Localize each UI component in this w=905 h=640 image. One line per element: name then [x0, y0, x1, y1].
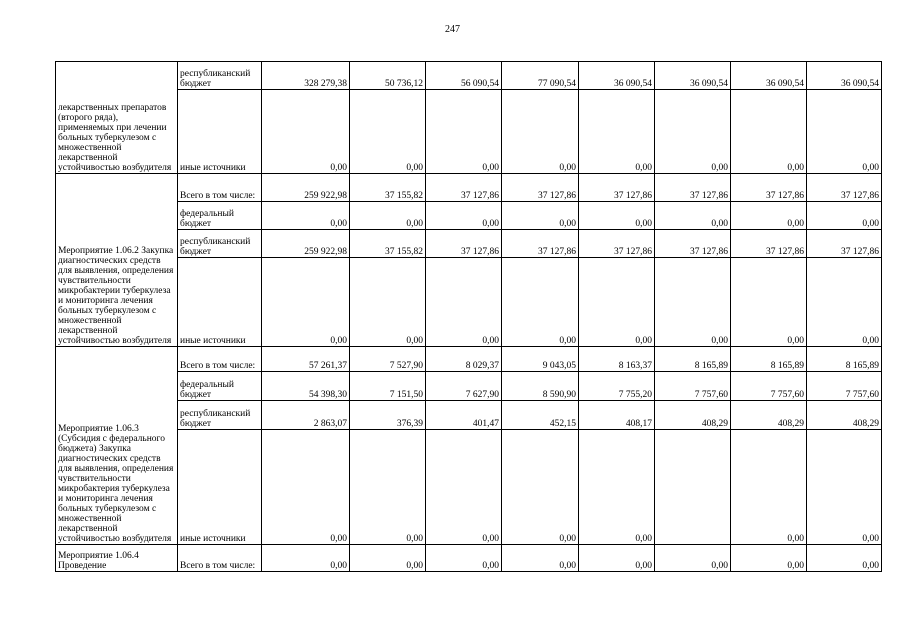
amount-cell: 0,00: [350, 258, 426, 347]
amount-cell: 37 127,86: [579, 230, 655, 258]
amount-cell: 328 279,38: [262, 62, 350, 90]
amount-cell: 7 527,90: [350, 347, 426, 372]
amount-cell: 37 127,86: [426, 174, 502, 202]
amount-cell: 0,00: [655, 90, 731, 174]
table-row: [56, 372, 882, 401]
amount-cell: 0,00: [807, 202, 882, 230]
table-row: [56, 90, 882, 174]
funding-source-cell: иные источники: [178, 258, 262, 347]
budget-table: [55, 61, 882, 572]
measure-name-cell: Мероприятие 1.06.2 Закупка диагностических средств для выявления, определения чувствительности микробактерии туберкулеза и мониторинга лечения больных туберкулезом с множественной лекарственной устойчивостью возбудителя: [56, 174, 178, 347]
amount-cell: 0,00: [731, 545, 807, 572]
amount-cell: [655, 430, 731, 545]
amount-cell: 0,00: [579, 545, 655, 572]
amount-cell: 0,00: [426, 258, 502, 347]
amount-cell: 37 127,86: [502, 230, 579, 258]
amount-cell: 0,00: [579, 258, 655, 347]
amount-cell: 0,00: [655, 545, 731, 572]
funding-source-cell: Всего в том числе:: [178, 347, 262, 372]
amount-cell: 0,00: [807, 90, 882, 174]
amount-cell: 37 127,86: [579, 174, 655, 202]
measure-name-cell: лекарственных препаратов (второго ряда), применяемых при лечении больных туберкулезом с множественной лекарственной устойчивостью возбудителя: [56, 62, 178, 174]
amount-cell: 9 043,05: [502, 347, 579, 372]
table-row: [56, 230, 882, 258]
amount-cell: 7 757,60: [731, 372, 807, 401]
amount-cell: 408,17: [579, 401, 655, 430]
funding-source-cell: республиканский бюджет: [178, 401, 262, 430]
amount-cell: 0,00: [807, 430, 882, 545]
amount-cell: 8 029,37: [426, 347, 502, 372]
table-row: [56, 401, 882, 430]
funding-source-cell: иные источники: [178, 430, 262, 545]
amount-cell: 37 155,82: [350, 174, 426, 202]
amount-cell: 37 127,86: [502, 174, 579, 202]
amount-cell: 36 090,54: [579, 62, 655, 90]
amount-cell: 7 757,60: [655, 372, 731, 401]
amount-cell: 37 127,86: [731, 174, 807, 202]
amount-cell: 0,00: [426, 202, 502, 230]
funding-source-cell: федеральный бюджет: [178, 202, 262, 230]
amount-cell: 0,00: [579, 430, 655, 545]
amount-cell: 0,00: [426, 90, 502, 174]
table-row: [56, 62, 882, 90]
amount-cell: 36 090,54: [731, 62, 807, 90]
table-row: [56, 174, 882, 202]
amount-cell: 0,00: [502, 202, 579, 230]
measure-name-cell: Мероприятие 1.06.4 Проведение: [56, 545, 178, 572]
amount-cell: 0,00: [350, 90, 426, 174]
amount-cell: 37 127,86: [655, 174, 731, 202]
amount-cell: 0,00: [731, 202, 807, 230]
amount-cell: 8 165,89: [807, 347, 882, 372]
amount-cell: 77 090,54: [502, 62, 579, 90]
amount-cell: 7 627,90: [426, 372, 502, 401]
amount-cell: 0,00: [579, 202, 655, 230]
amount-cell: 57 261,37: [262, 347, 350, 372]
amount-cell: 54 398,30: [262, 372, 350, 401]
table-row: [56, 258, 882, 347]
amount-cell: 408,29: [731, 401, 807, 430]
amount-cell: 0,00: [731, 430, 807, 545]
amount-cell: 36 090,54: [655, 62, 731, 90]
amount-cell: 7 757,60: [807, 372, 882, 401]
measure-name-cell: Мероприятие 1.06.3 (Субсидия с федерального бюджета) Закупка диагностических средств для выявления, определения чувствительности микробактерия туберкулеза и мониторинга лечения больных туберкулезом с множественной лекарственной устойчивостью возбудителя: [56, 347, 178, 545]
amount-cell: 2 863,07: [262, 401, 350, 430]
amount-cell: 0,00: [426, 430, 502, 545]
amount-cell: 8 165,89: [655, 347, 731, 372]
amount-cell: 0,00: [502, 258, 579, 347]
funding-source-cell: республиканский бюджет: [178, 62, 262, 90]
funding-source-cell: иные источники: [178, 90, 262, 174]
amount-cell: 0,00: [655, 202, 731, 230]
amount-cell: 259 922,98: [262, 174, 350, 202]
amount-cell: 8 165,89: [731, 347, 807, 372]
page-number: 247: [445, 24, 460, 35]
amount-cell: 0,00: [262, 258, 350, 347]
amount-cell: 56 090,54: [426, 62, 502, 90]
table-row: [56, 545, 882, 572]
amount-cell: 7 151,50: [350, 372, 426, 401]
amount-cell: 0,00: [262, 545, 350, 572]
amount-cell: 37 155,82: [350, 230, 426, 258]
amount-cell: 0,00: [807, 545, 882, 572]
amount-cell: 37 127,86: [426, 230, 502, 258]
amount-cell: 408,29: [655, 401, 731, 430]
table-row: [56, 202, 882, 230]
amount-cell: 259 922,98: [262, 230, 350, 258]
amount-cell: 0,00: [502, 430, 579, 545]
amount-cell: 50 736,12: [350, 62, 426, 90]
amount-cell: 36 090,54: [807, 62, 882, 90]
amount-cell: 0,00: [807, 258, 882, 347]
funding-source-cell: Всего в том числе:: [178, 174, 262, 202]
amount-cell: 0,00: [502, 90, 579, 174]
amount-cell: 0,00: [350, 430, 426, 545]
funding-source-cell: федеральный бюджет: [178, 372, 262, 401]
amount-cell: 37 127,86: [731, 230, 807, 258]
amount-cell: 37 127,86: [655, 230, 731, 258]
funding-source-cell: Всего в том числе:: [178, 545, 262, 572]
amount-cell: 8 590,90: [502, 372, 579, 401]
amount-cell: 0,00: [262, 430, 350, 545]
amount-cell: 0,00: [262, 202, 350, 230]
amount-cell: 37 127,86: [807, 230, 882, 258]
amount-cell: 0,00: [655, 258, 731, 347]
amount-cell: 452,15: [502, 401, 579, 430]
amount-cell: 37 127,86: [807, 174, 882, 202]
amount-cell: 0,00: [350, 202, 426, 230]
amount-cell: 0,00: [579, 90, 655, 174]
amount-cell: 0,00: [262, 90, 350, 174]
amount-cell: 0,00: [426, 545, 502, 572]
table-row: [56, 430, 882, 545]
amount-cell: 408,29: [807, 401, 882, 430]
amount-cell: 7 755,20: [579, 372, 655, 401]
funding-source-cell: республиканский бюджет: [178, 230, 262, 258]
amount-cell: 376,39: [350, 401, 426, 430]
amount-cell: 0,00: [350, 545, 426, 572]
table-row: [56, 347, 882, 372]
amount-cell: 401,47: [426, 401, 502, 430]
amount-cell: 0,00: [502, 545, 579, 572]
amount-cell: 8 163,37: [579, 347, 655, 372]
amount-cell: 0,00: [731, 258, 807, 347]
amount-cell: 0,00: [731, 90, 807, 174]
